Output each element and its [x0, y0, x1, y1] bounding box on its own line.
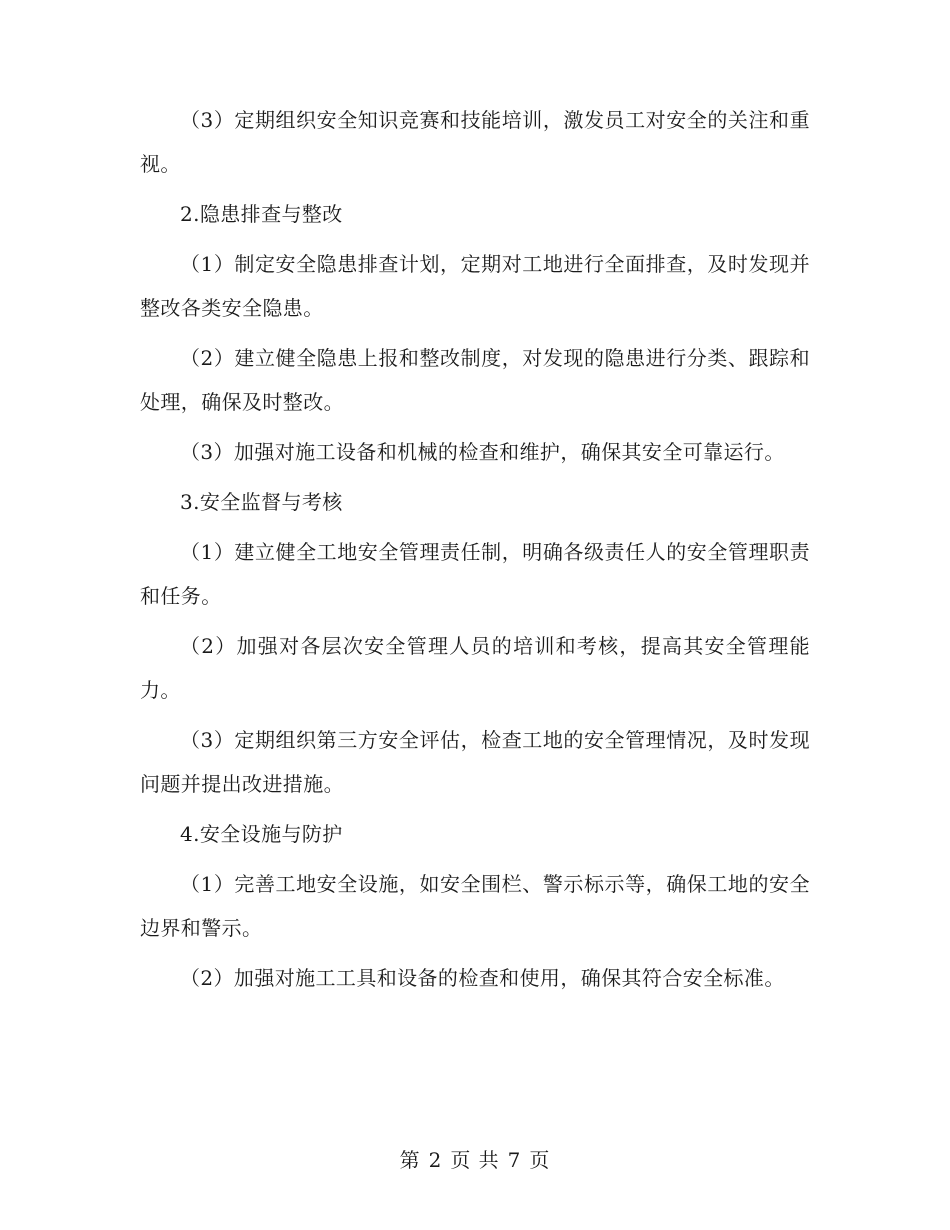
- paragraph: （2）加强对各层次安全管理人员的培训和考核，提高其安全管理能力。: [140, 634, 810, 702]
- paragraph: （2）加强对施工工具和设备的检查和使用，确保其符合安全标准。: [180, 966, 785, 990]
- total-pages-number: 7: [507, 1148, 522, 1172]
- document-body: [140, 98, 810, 1006]
- current-page-number: 2: [428, 1148, 443, 1172]
- footer-prefix: 第: [399, 1148, 421, 1172]
- paragraph: （3）加强对施工设备和机械的检查和维护，确保其安全可靠运行。: [180, 440, 785, 464]
- footer-suffix: 页: [529, 1148, 551, 1172]
- section-heading: 2.隐患排查与整改: [180, 202, 343, 226]
- paragraph: （3）定期组织安全知识竞赛和技能培训，激发员工对安全的关注和重视。: [140, 108, 810, 176]
- page-footer: [0, 1144, 950, 1173]
- paragraph: （2）建立健全隐患上报和整改制度，对发现的隐患进行分类、跟踪和处理，确保及时整改。: [140, 346, 810, 414]
- footer-middle: 页 共: [450, 1148, 500, 1172]
- section-heading: 3.安全监督与考核: [180, 490, 343, 514]
- paragraph: （1）建立健全工地安全管理责任制，明确各级责任人的安全管理职责和任务。: [140, 540, 810, 608]
- section-heading: 4.安全设施与防护: [180, 822, 343, 846]
- paragraph: （1）制定安全隐患排查计划，定期对工地进行全面排查，及时发现并整改各类安全隐患。: [140, 252, 810, 320]
- paragraph: （3）定期组织第三方安全评估，检查工地的安全管理情况，及时发现问题并提出改进措施。: [140, 728, 810, 796]
- paragraph: （1）完善工地安全设施，如安全围栏、警示标示等，确保工地的安全边界和警示。: [140, 872, 810, 940]
